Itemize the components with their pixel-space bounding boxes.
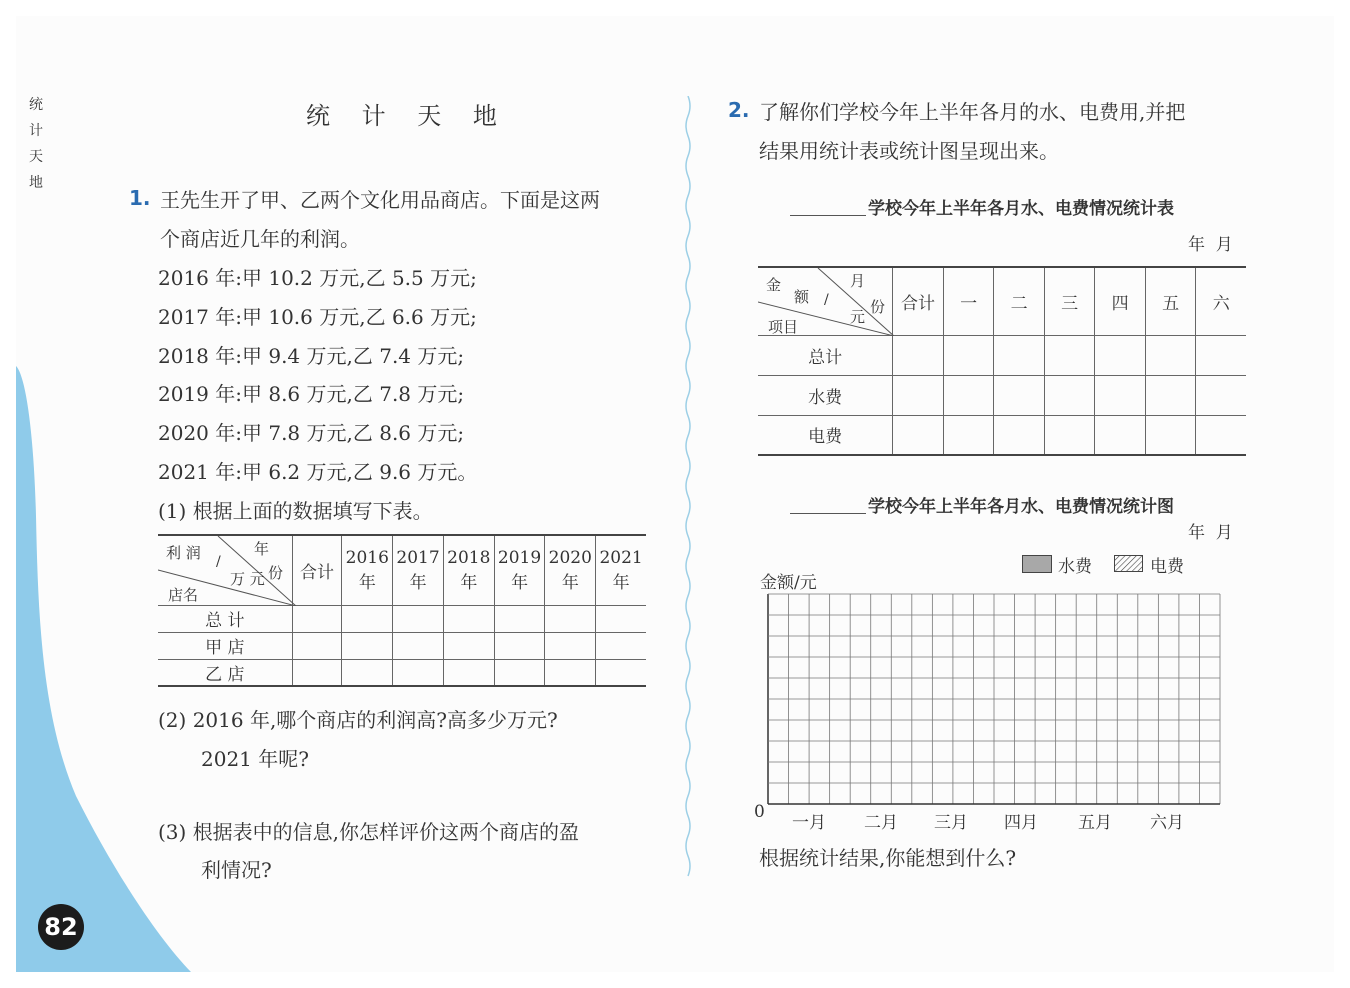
blank-cell[interactable]: [443, 605, 494, 632]
q2-intro-line1: 了解你们学校今年上半年各月的水、电费用,并把: [759, 100, 1186, 124]
row-label: 乙 店: [158, 659, 292, 686]
year-value: 2017: [396, 547, 440, 568]
blank-cell[interactable]: [596, 632, 646, 659]
blank-cell[interactable]: [1044, 375, 1095, 415]
page-number: 82: [38, 904, 84, 950]
corner-header: [758, 267, 893, 335]
q1-data-line: 2020 年:甲 7.8 万元,乙 8.6 万元;: [158, 421, 465, 445]
blank-cell[interactable]: [1196, 335, 1246, 375]
corner-slash: /: [216, 554, 221, 570]
q1-data-line: 2019 年:甲 8.6 万元,乙 7.8 万元;: [158, 382, 465, 406]
year-suffix: 年: [409, 572, 427, 593]
col-month: 三: [1044, 267, 1095, 335]
row-label: 总计: [758, 335, 893, 375]
blank-cell[interactable]: [994, 415, 1045, 455]
year-suffix: 年: [612, 572, 630, 593]
workbook-page: [16, 16, 1334, 972]
blank-cell[interactable]: [943, 375, 994, 415]
col-month: 二: [994, 267, 1045, 335]
col-month: 四: [1095, 267, 1146, 335]
corner-header: [158, 535, 292, 605]
blank-cell[interactable]: [342, 632, 393, 659]
blank-cell[interactable]: [393, 659, 444, 686]
col-year: [494, 535, 545, 605]
x-tick-label: 六月: [1150, 813, 1184, 833]
col-year: [545, 535, 596, 605]
blank-cell[interactable]: [1044, 335, 1095, 375]
year-suffix: 年: [358, 572, 376, 593]
blank-cell[interactable]: [1095, 335, 1146, 375]
legend-water-label: 水费: [1058, 557, 1092, 577]
row-label: 甲 店: [158, 632, 292, 659]
year-suffix: 年: [460, 572, 478, 593]
blank-cell[interactable]: [1145, 375, 1196, 415]
blank-cell[interactable]: [1196, 375, 1246, 415]
corner-year: 年: [254, 540, 270, 558]
profit-table: [158, 534, 646, 687]
x-tick-label: 三月: [934, 813, 968, 833]
blank-cell[interactable]: [943, 335, 994, 375]
q1-data-line: 2016 年:甲 10.2 万元,乙 5.5 万元;: [158, 266, 477, 290]
col-total: 合计: [292, 535, 342, 605]
q1-number: 1.: [129, 186, 151, 210]
x-tick-label: 二月: [864, 813, 898, 833]
year-suffix: 年: [511, 572, 529, 593]
side-label: 统计天地: [29, 97, 43, 191]
legend-electric-swatch: [1114, 555, 1144, 573]
blank-cell[interactable]: [1196, 415, 1246, 455]
blank-cell[interactable]: [443, 632, 494, 659]
x-tick-label: 一月: [792, 813, 826, 833]
blank-cell[interactable]: [494, 659, 545, 686]
q1-data-line: 2021 年:甲 6.2 万元,乙 9.6 万元。: [158, 460, 478, 484]
q1-sub2-line2: 2021 年呢?: [201, 747, 309, 771]
blank-cell[interactable]: [893, 335, 944, 375]
page-divider: [684, 96, 692, 886]
chart-ylabel: 金额/元: [760, 573, 817, 593]
q1-sub3-line2: 利情况?: [201, 858, 272, 882]
q2-chart-date: 年 月: [1188, 523, 1233, 543]
blank-cell[interactable]: [1145, 335, 1196, 375]
q2-table-title: 学校今年上半年各月水、电费情况统计表: [868, 199, 1174, 219]
corner-month: 月: [850, 272, 866, 290]
blank-cell[interactable]: [443, 659, 494, 686]
q2-chart-title: 学校今年上半年各月水、电费情况统计图: [868, 497, 1174, 517]
blank-cell[interactable]: [292, 659, 342, 686]
blank-cell[interactable]: [1044, 415, 1095, 455]
blank-cell[interactable]: [393, 605, 444, 632]
blank-cell[interactable]: [292, 605, 342, 632]
corner-amount: 金: [766, 276, 782, 294]
col-year: [596, 535, 646, 605]
corner-item: 项目: [768, 318, 799, 336]
row-label: 总 计: [158, 605, 292, 632]
year-value: 2018: [447, 547, 491, 568]
chart-origin: 0: [754, 802, 765, 822]
x-tick-label: 五月: [1078, 813, 1112, 833]
blank-cell[interactable]: [994, 335, 1045, 375]
blank-cell[interactable]: [893, 415, 944, 455]
corner-fen: 份: [870, 298, 886, 316]
blank-cell[interactable]: [393, 632, 444, 659]
col-month: 六: [1196, 267, 1246, 335]
blank-cell[interactable]: [342, 659, 393, 686]
corner-slash: /: [824, 292, 829, 308]
blank-cell[interactable]: [494, 632, 545, 659]
blank-cell[interactable]: [494, 605, 545, 632]
q2-closing: 根据统计结果,你能想到什么?: [759, 846, 1017, 870]
blank-cell[interactable]: [1095, 415, 1146, 455]
q1-sub2-line1: (2) 2016 年,哪个商店的利润高?高多少万元?: [158, 708, 558, 732]
q2-intro-line2: 结果用统计表或统计图呈现出来。: [759, 139, 1059, 163]
school-name-blank[interactable]: [790, 215, 866, 216]
corner-fen: 份: [268, 564, 284, 582]
blank-cell[interactable]: [545, 632, 596, 659]
col-month: 一: [943, 267, 994, 335]
year-value: 2019: [497, 547, 542, 568]
q1-sub3-line1: (3) 根据表中的信息,你怎样评价这两个商店的盈: [158, 820, 580, 844]
col-total: 合计: [893, 267, 944, 335]
utility-table: [758, 266, 1246, 456]
blank-cell[interactable]: [342, 605, 393, 632]
q2-table-date: 年 月: [1188, 235, 1233, 255]
row-label: 水费: [758, 375, 893, 415]
blank-cell[interactable]: [292, 632, 342, 659]
blank-cell[interactable]: [943, 415, 994, 455]
q1-data-line: 2017 年:甲 10.6 万元,乙 6.6 万元;: [158, 305, 477, 329]
q2-number: 2.: [728, 98, 750, 122]
year-value: 2016: [345, 547, 389, 568]
col-year: [393, 535, 444, 605]
corner-shop: 店名: [168, 586, 199, 604]
year-value: 2021: [599, 547, 643, 568]
blank-cell[interactable]: [545, 605, 596, 632]
q1-sub1: (1) 根据上面的数据填写下表。: [158, 499, 433, 523]
corner-unit: 万 元: [230, 570, 265, 588]
row-label: 电费: [758, 415, 893, 455]
col-year: [443, 535, 494, 605]
blank-cell[interactable]: [1095, 375, 1146, 415]
year-value: 2020: [548, 547, 592, 568]
empty-chart-grid: [764, 592, 1224, 808]
blank-cell[interactable]: [1145, 415, 1196, 455]
legend-electric-label: 电费: [1150, 557, 1184, 577]
school-name-blank[interactable]: [790, 513, 866, 514]
q1-intro-line2: 个商店近几年的利润。: [160, 227, 360, 251]
legend-water-swatch: [1022, 555, 1052, 573]
corner-profit: 利 润: [166, 544, 201, 562]
q1-intro-line1: 王先生开了甲、乙两个文化用品商店。下面是这两: [160, 188, 600, 212]
col-year: [342, 535, 393, 605]
corner-yuan: 元: [850, 308, 866, 326]
blank-cell[interactable]: [545, 659, 596, 686]
page-title: 统 计 天 地: [306, 102, 509, 130]
blank-cell[interactable]: [893, 375, 944, 415]
q1-data-line: 2018 年:甲 9.4 万元,乙 7.4 万元;: [158, 344, 465, 368]
corner-e: 额: [794, 288, 810, 306]
blank-cell[interactable]: [994, 375, 1045, 415]
blank-cell[interactable]: [596, 659, 646, 686]
col-month: 五: [1145, 267, 1196, 335]
x-tick-label: 四月: [1004, 813, 1038, 833]
blank-cell[interactable]: [596, 605, 646, 632]
year-suffix: 年: [561, 572, 579, 593]
